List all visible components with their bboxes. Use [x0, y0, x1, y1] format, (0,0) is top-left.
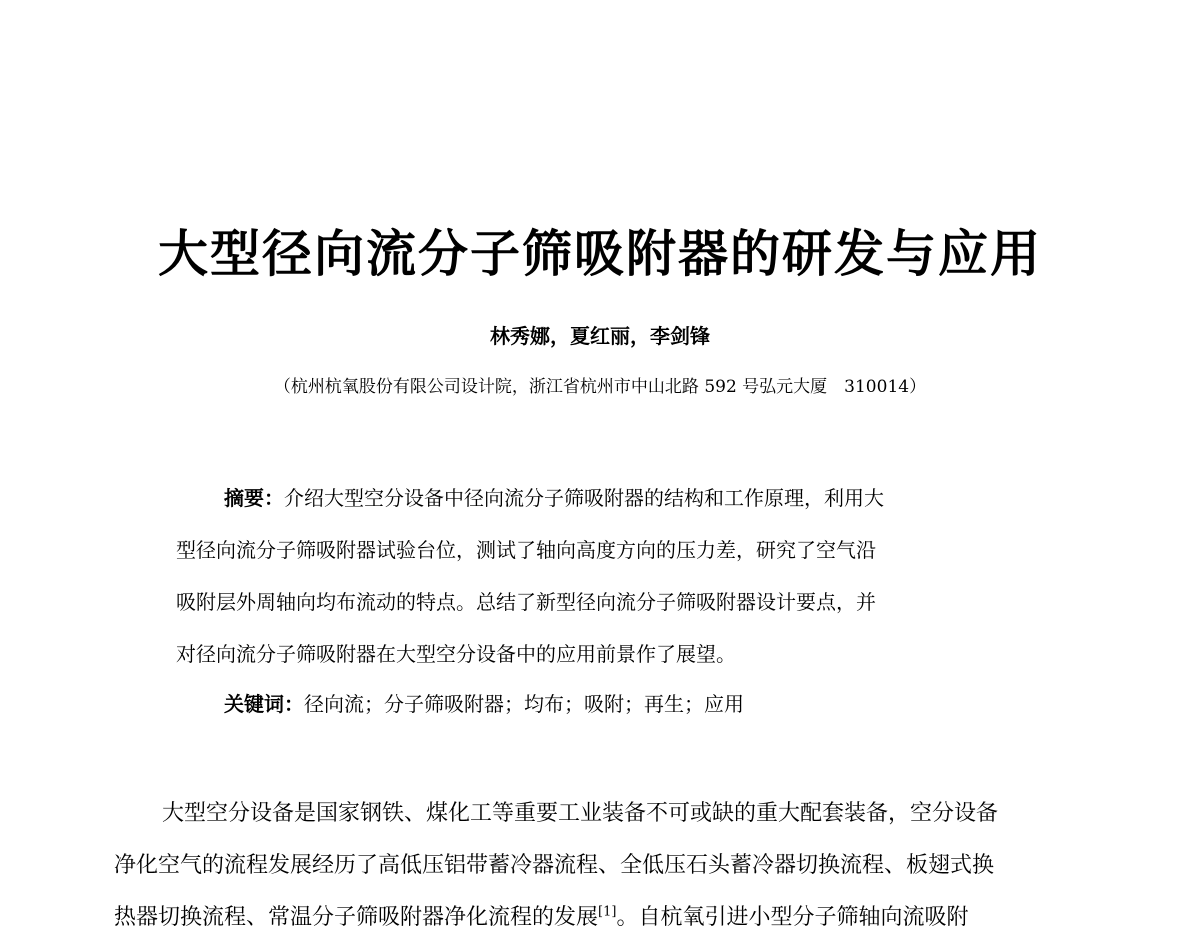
body-line-3 — [114, 892, 1089, 944]
abstract-line-1 — [176, 472, 1028, 524]
abstract-line-2: 型径向流分子筛吸附器试验台位，测试了轴向高度方向的压力差，研究了空气沿 — [176, 538, 876, 562]
authors: 林秀娜，夏红丽，李剑锋 — [490, 324, 710, 348]
abstract — [176, 472, 1028, 680]
body-line-3-post: 。自杭氧引进小型分子筛轴向流吸附 — [616, 905, 969, 930]
abstract-text-1: 介绍大型空分设备中径向流分子筛吸附器的结构和工作原理，利用大 — [284, 486, 884, 510]
body-line-2: 净化空气的流程发展经历了高低压铝带蓄冷器流程、全低压石头蓄冷器切换流程、板翅式换 — [114, 853, 995, 878]
abstract-line-3: 吸附层外周轴向均布流动的特点。总结了新型径向流分子筛吸附器设计要点，并 — [176, 590, 876, 614]
affiliation: （杭州杭氧股份有限公司设计院，浙江省杭州市中山北路 592 号弘元大厦 310014） — [273, 377, 927, 397]
abstract-label: 摘要： — [224, 486, 284, 510]
citation-ref: [1] — [598, 904, 617, 920]
body-line-1: 大型空分设备是国家钢铁、煤化工等重要工业装备不可或缺的重大配套装备，空分设备 — [162, 801, 999, 826]
abstract-line-4: 对径向流分子筛吸附器在大型空分设备中的应用前景作了展望。 — [176, 642, 736, 666]
body-paragraph — [114, 788, 1089, 944]
keywords-text: 径向流；分子筛吸附器；均布；吸附；再生；应用 — [304, 692, 744, 716]
body-line-3-pre: 热器切换流程、常温分子筛吸附器净化流程的发展 — [114, 905, 599, 930]
keywords — [224, 684, 744, 724]
paper-title: 大型径向流分子筛吸附器的研发与应用 — [158, 224, 1042, 283]
keywords-label: 关键词： — [224, 692, 304, 716]
